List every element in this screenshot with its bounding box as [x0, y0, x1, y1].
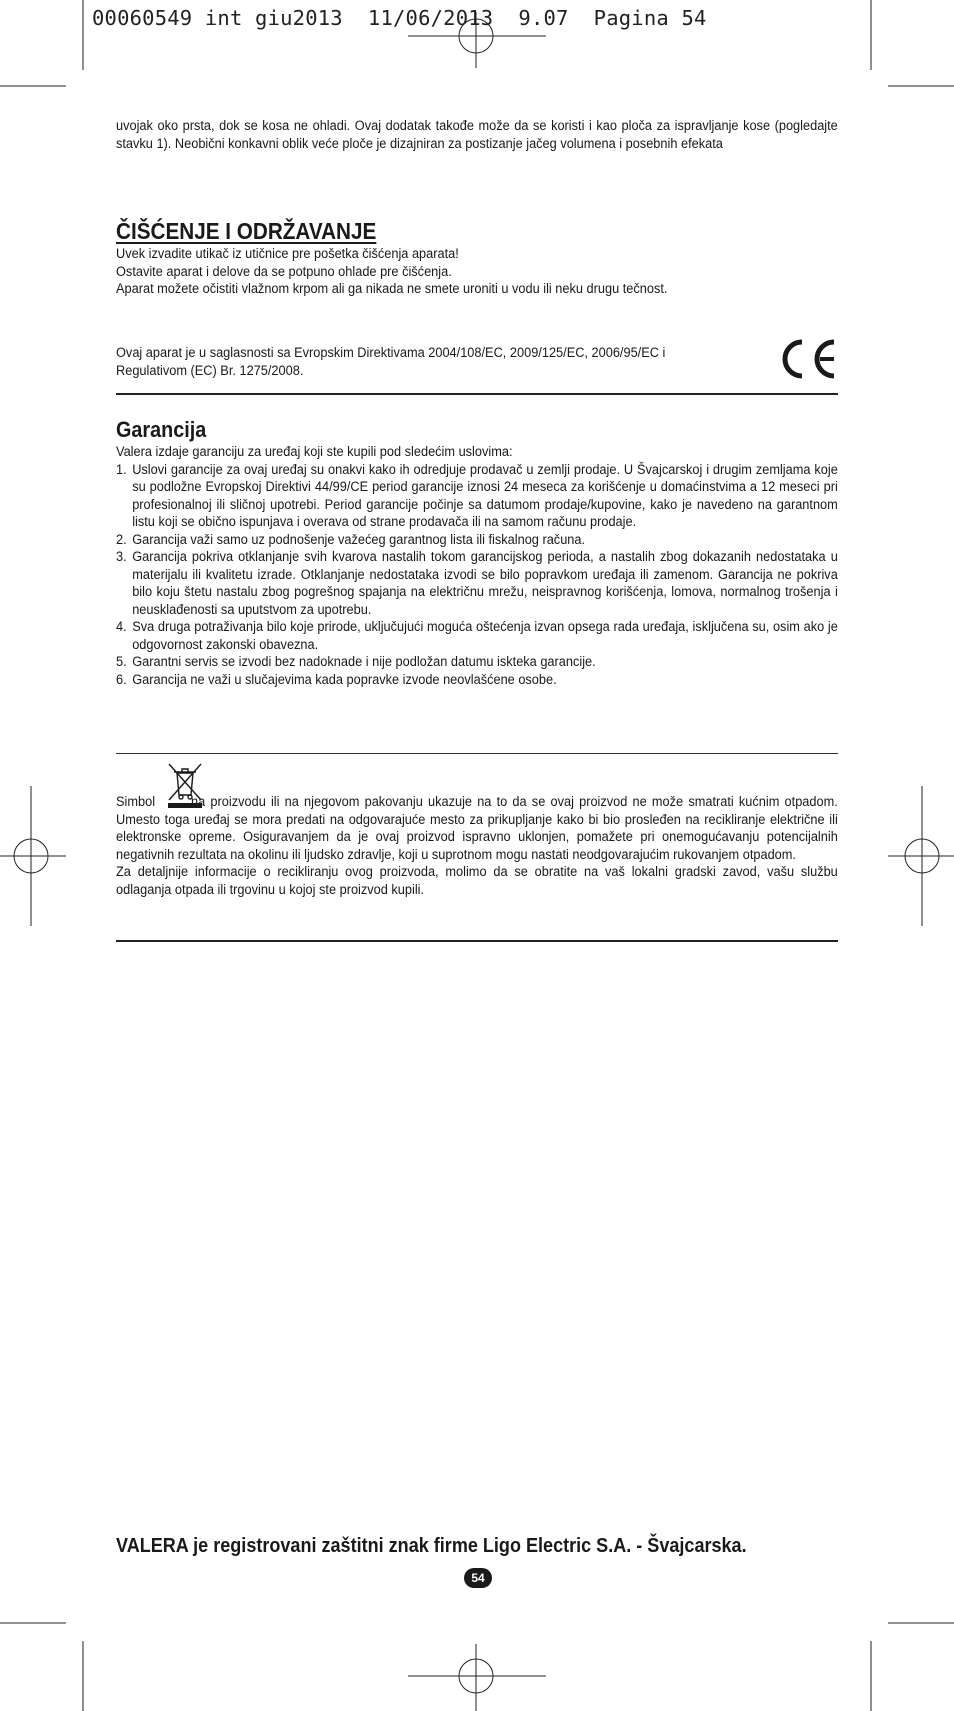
section-divider [116, 940, 838, 942]
disposal-prefix: Simbol [116, 794, 156, 810]
section-divider [116, 753, 838, 754]
cleaning-line: Ostavite aparat i delove da se potpuno ohlade pre čišćenja. [116, 263, 452, 280]
list-item [116, 532, 838, 550]
list-number: 1. [116, 461, 127, 478]
registration-mark-right [888, 786, 954, 926]
list-item [116, 549, 838, 619]
list-item [116, 619, 838, 654]
list-number: 6. [116, 671, 127, 688]
warranty-intro: Valera izdaje garanciju za uređaj koji ste kupili pod sledećim uslovima: [116, 444, 513, 460]
list-number: 5. [116, 654, 127, 670]
list-number: 4. [116, 619, 127, 635]
list-item [116, 462, 838, 532]
registration-mark-left [0, 786, 66, 926]
compliance-text: Ovaj aparat je u saglasnosti sa Evropskim Direktivama 2004/108/EC, 2009/125/EC, 2006/95/EC i Regulativom (EC) Br. 1275/2008. [116, 345, 666, 379]
list-text: Uslovi garancije za ovaj uređaj su onakvi kako ih odredjuje prodavač u zemlji prodaje. U Švajcarskoj i drugim zemljama koje su podložne Evropskoj Direktivi 44/99/CE period garancije iznosi 24 meseca za korišćenje u domaćinstvima a 12 meseci pri profesionalnoj ili sličnoj upotrebi. Period garancije počinje sa datumom prodaje/kupovine, kako je navedeno na garantnom listu koji se obično ispunjava i overava od strane prodavača ili na samom računu prodaje. [132, 461, 838, 530]
warranty-heading: Garancija [116, 417, 207, 442]
list-text: Sva druga potraživanja bilo koje prirode, uključujući moguća oštećenja izvan opsega rada uređaja, isključena su, osim ako je odgovornost zakonski obavezna. [132, 619, 838, 653]
page-number-badge: 54 [464, 1568, 492, 1588]
warranty-list [116, 462, 838, 690]
intro-paragraph: uvojak oko prsta, dok se kosa ne ohladi. Ovaj dodatak takođe može da se koristi i kao ploča za ispravljanje kose (pogledajte stavku 1). Neobični konkavni oblik veće ploče je dizajniran za postizanje jačeg volumena i posebnih efekata [116, 118, 838, 152]
registration-mark-bottom [408, 1644, 546, 1711]
list-text: Garantni servis se izvodi bez nadoknade i nije podložan datumu iskteka garancije. [132, 654, 596, 670]
intro-section [116, 118, 838, 153]
list-item [116, 672, 838, 690]
list-number: 2. [116, 531, 127, 548]
compliance-section [116, 345, 736, 380]
printer-slug: 00060549 int giu2013 11/06/2013 9.07 Pagina 54 [92, 6, 707, 30]
list-item [116, 654, 838, 672]
disposal-more: Za detaljnije informacije o recikliranju ovog proizvoda, molimo da se obratite na vaš lokalni gradski zavod, vašu službu odlaganja otpada ili trgovinu u kojoj ste proizvod kupili. [116, 864, 838, 898]
ce-mark-icon [776, 338, 838, 380]
cleaning-line: Uvek izvadite utikač iz utičnice pre pošetka čišćenja aparata! [116, 246, 459, 262]
disposal-body: na proizvodu ili na njegovom pakovanju ukazuje na to da se ovaj proizvod ne može smatrati kućnim otpadom. Umesto toga uređaj se mora predati na odgovarajuće mesto za prikupljanje kako bi bio prosleđen na recikliranje električne ili elektronske opreme. Osiguravanjem da je ovaj proizvod ispravno uklonjen, pomažete pri onemogućavanju potencijalnih negativnih rezultata na okolinu ili ljudsko zdravlje, koji u suprotnom mogu nastati neodgovarajućim rukovanjem otpadom. [116, 794, 838, 863]
list-text: Garancija važi samo uz podnošenje važećeg garantnog lista ili fiskalnog računa. [132, 531, 586, 548]
warranty-section [116, 416, 838, 689]
section-divider [116, 393, 838, 395]
cleaning-line: Aparat možete očistiti vlažnom krpom ali ga nikada ne smete uroniti u vodu ili neku drugu tečnost. [116, 281, 668, 297]
cleaning-section [116, 216, 838, 299]
list-number: 3. [116, 549, 127, 565]
cleaning-heading: ČIŠĆENJE I ODRŽAVANJE [116, 218, 377, 244]
brand-trademark-note: VALERA je registrovani zaštitni znak firme Ligo Electric S.A. - Švajcarska. [116, 1534, 747, 1557]
list-text: Garancija pokriva otklanjanje svih kvarova nastalih tokom garancijskog perioda, a nastalih zbog dokazanih nedostataka u materijalu ili kvalitetu izrade. Otklanjanje nedostataka izvodi se bilo popravkom uređaja ili zamenom. Garancija ne pokriva bilo koju štetu nastalu zbog pogrešnog spajanja na električnu mrežu, neispravnog korišćenja, lomova, normalnog trošenja i neusklađenosti sa uputstvom za upotrebu. [132, 549, 838, 618]
list-text: Garancija ne važi u slučajevima kada popravke izvode neovlašćene osobe. [132, 671, 557, 688]
disposal-section [116, 794, 838, 899]
disposal-paragraph [116, 794, 838, 864]
